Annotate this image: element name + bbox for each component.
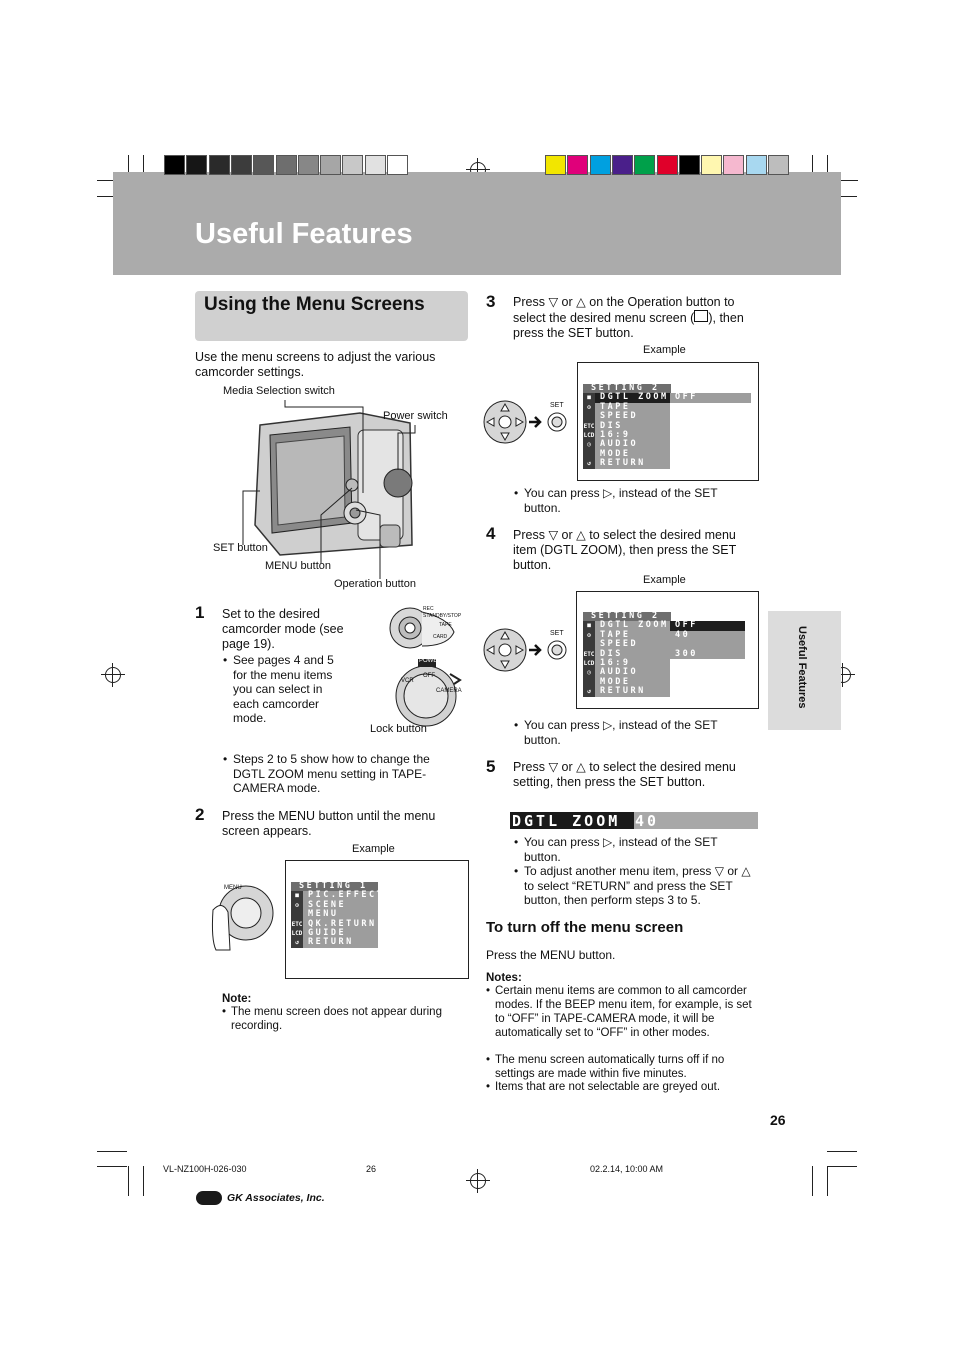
menu-item: AUDIO MODE [595, 440, 670, 459]
dgtl-zoom-bar-value: 40 [635, 812, 660, 830]
operation-button-label: Operation button [334, 578, 416, 590]
notes-title: Notes: [486, 972, 522, 984]
gk-logo-icon [196, 1191, 222, 1205]
section-title: Using the Menu Screens [204, 294, 425, 315]
up-triangle-icon: △ [576, 528, 586, 542]
step-3-bullet-marker: • [514, 486, 519, 500]
step-3-bullet: You can press ▷, instead of the SET button. [524, 486, 718, 515]
step-2-note: The menu screen does not appear during recording. [231, 1006, 442, 1032]
color-swatch [746, 155, 767, 175]
step-3-number: 3 [486, 292, 496, 311]
menu-item: DIS [595, 422, 670, 431]
registration-mark-bottom [470, 1173, 486, 1189]
turn-off-title: To turn off the menu screen [486, 919, 684, 936]
note-2-marker: • [486, 1054, 491, 1066]
dial-power-label: POWER [419, 658, 442, 664]
step-3-example-label: Example [643, 344, 686, 356]
return-icon: ↺ [583, 459, 595, 468]
gray-swatch [365, 155, 386, 175]
menu-button-label: MENU button [265, 560, 332, 572]
step-5-bullet1-marker: • [514, 835, 519, 849]
down-triangle-icon: ▽ [548, 760, 559, 774]
tape-icon: ⊙ [291, 901, 303, 920]
footer-date: 02.2.14, 10:00 AM [590, 1164, 664, 1174]
power-switch-label: Power switch [383, 410, 448, 422]
color-swatch [567, 155, 588, 175]
menu-item: SCENE MENU [303, 901, 378, 920]
option-selected: OFF [670, 621, 745, 630]
setting-2b-title: SETTING 2 [583, 612, 671, 621]
footer-page: 26 [366, 1164, 377, 1174]
tape-menu-icon [694, 310, 708, 322]
dgtl-zoom-bar-label-text: DGTL ZOOM [512, 812, 621, 830]
camera-icon: ■ [583, 393, 595, 402]
dial-card-label: CARD [433, 634, 448, 640]
step-2-note-title: Note: [222, 993, 252, 1005]
dial-rec2-label: STANDBY/STOP [423, 613, 462, 619]
menu-item: RETURN [303, 938, 378, 947]
color-swatch [768, 155, 789, 175]
step-4-operation-button-icon [483, 618, 573, 682]
option: 40 [670, 631, 745, 650]
menu-item: GUIDE [303, 929, 378, 938]
gray-swatch [276, 155, 297, 175]
up-triangle-icon: △ [576, 760, 586, 774]
color-swatch [634, 155, 655, 175]
tape-icon: ⊙ [583, 403, 595, 422]
step-4-bullet-marker: • [514, 718, 519, 732]
menu-item: RETURN [595, 687, 670, 696]
etc-icon: ETC [583, 422, 595, 430]
page-title: Useful Features [195, 218, 413, 250]
menu-item: AUDIO MODE [595, 668, 670, 687]
menu-item: 16:9 [595, 431, 670, 440]
menu-item: DIS [595, 650, 670, 659]
step-4-example-label: Example [643, 574, 686, 586]
gray-swatch [164, 155, 185, 175]
setting-1-title: SETTING 1 [291, 882, 378, 891]
color-swatch [612, 155, 633, 175]
note-2: The menu screen automatically turns off if no settings are made within five minutes. [495, 1054, 725, 1080]
setting-1-menu [291, 881, 385, 948]
note-3-marker: • [486, 1081, 491, 1093]
step-5-bullet2: To adjust another menu item, press ▽ or △ to select “RETURN” and press the SET button, then perform steps 3 to 5. [524, 864, 751, 907]
step-3-text-end: ), then press the SET button. [513, 311, 744, 340]
note-1: Certain menu items are common to all camcorder modes. If the BEEP menu item, for example, is set to “OFF” in TAPE-CAMERA mode, it will be automatically set to “OFF” in other modes. [495, 985, 752, 1039]
dial-vcr-label: VCR [401, 678, 414, 684]
etc-icon: ETC [291, 920, 303, 928]
step-4-or: or [561, 528, 573, 542]
option: 300 [670, 650, 745, 659]
media-switch-label: Media Selection switch [223, 385, 335, 397]
step-4-bullet: You can press ▷, instead of the SET button. [524, 718, 718, 747]
lcd-icon: LCD [291, 930, 303, 938]
step-2-text: Press the MENU button until the menu screen appears. [222, 809, 436, 838]
color-swatch [679, 155, 700, 175]
step-3-text-mid: on the Operation button to select the desired menu screen ( [513, 295, 735, 325]
step-5-text-rest: to select the desired menu setting, then press the SET button. [513, 760, 736, 789]
step-2-note-marker: • [222, 1006, 227, 1018]
step-1-bullet-marker: • [223, 653, 228, 667]
step-5-or: or [561, 760, 573, 774]
down-triangle-icon: ▽ [548, 528, 559, 542]
step-4-text-rest: to select the desired menu item (DGTL ZOOM), then press the SET button. [513, 528, 736, 572]
setting-2-options-menu [583, 612, 745, 697]
dial-rec-label: REC [423, 606, 434, 612]
step-1-bullet: See pages 4 and 5 for the menu items you can select in each camcorder mode. [233, 653, 334, 725]
step-5-bullet1: You can press ▷, instead of the SET button. [524, 835, 718, 864]
step-2-number: 2 [195, 805, 205, 824]
set-button-label: SET button [213, 542, 268, 554]
etc-icon: ETC [583, 650, 595, 658]
step-5-press: Press [513, 760, 545, 774]
color-swatch [545, 155, 566, 175]
clock-icon: ◷ [583, 668, 595, 687]
menu-item: TAPE SPEED [595, 403, 670, 422]
menu-item: RETURN [595, 459, 670, 468]
step-3-or: or [561, 295, 573, 309]
menu-item: PIC.EFFECT [303, 891, 378, 900]
note-1-marker: • [486, 985, 491, 997]
lcd-icon: LCD [583, 660, 595, 668]
step-1-number: 1 [195, 603, 205, 622]
registration-mark-left [105, 667, 121, 683]
note-3: Items that are not selectable are greyed out. [495, 1081, 721, 1093]
footer-file: VL-NZ100H-026-030 [163, 1164, 247, 1174]
step-3-set-label: SET [550, 402, 564, 409]
gray-swatch [387, 155, 408, 175]
menu-item: DGTL ZOOM [595, 621, 670, 630]
step-1-bullet2: Steps 2 to 5 show how to change the DGTL ZOOM menu setting in TAPE-CAMERA mode. [233, 752, 430, 795]
gray-swatch [186, 155, 207, 175]
menu-button-hand-icon [208, 870, 278, 955]
gray-swatch [209, 155, 230, 175]
step-4-set-label: SET [550, 630, 564, 637]
return-icon: ↺ [291, 938, 303, 947]
color-swatch [590, 155, 611, 175]
intro-text: Use the menu screens to adjust the various camcorder settings. [195, 350, 436, 379]
up-triangle-icon: △ [576, 295, 586, 309]
lock-button-label: Lock button [370, 723, 427, 735]
step-4-press: Press [513, 528, 545, 542]
page-number: 26 [770, 1112, 786, 1128]
gray-swatch [231, 155, 252, 175]
lcd-icon: LCD [583, 432, 595, 440]
return-icon: ↺ [583, 687, 595, 696]
step-1-bullet2-marker: • [223, 752, 228, 766]
down-triangle-icon: ▽ [548, 295, 559, 309]
step-5-number: 5 [486, 757, 496, 776]
step-4-text [513, 528, 758, 573]
turn-off-text: Press the MENU button. [486, 948, 616, 962]
menu-item: TAPE SPEED [595, 631, 670, 650]
dial-tape-label: TAPE [439, 622, 452, 628]
step-2-example-label: Example [352, 843, 395, 855]
menu-item-selected: DGTL ZOOM [595, 393, 670, 402]
menu-item: 16:9 [595, 659, 670, 668]
dial-camera-label: CAMERA [436, 688, 462, 694]
gray-swatch [253, 155, 274, 175]
step-4-number: 4 [486, 524, 496, 543]
menu-dial-label: MENU [224, 885, 242, 891]
setting-2-title: SETTING 2 [583, 384, 671, 393]
dial-off-label: OFF [423, 673, 435, 679]
footer-company: GK Associates, Inc. [227, 1192, 325, 1204]
camera-icon: ■ [291, 891, 303, 900]
camera-icon: ■ [583, 621, 595, 630]
step-5-bullet2-marker: • [514, 864, 519, 878]
side-tab-label: Useful Features [796, 626, 808, 709]
clock-icon: ◷ [583, 440, 595, 459]
step-3-press: Press [513, 295, 545, 309]
tape-icon: ⊙ [583, 631, 595, 650]
menu-item: QK.RETURN [303, 920, 378, 929]
color-swatch [657, 155, 678, 175]
step-3-text [513, 295, 758, 341]
camcorder-callout-lines [200, 395, 460, 585]
gray-swatch [320, 155, 341, 175]
gray-swatch [298, 155, 319, 175]
step-5-text [513, 760, 758, 790]
setting-2-menu [583, 384, 751, 469]
dgtl-zoom-value: OFF [670, 393, 751, 402]
step-3-operation-button-icon [483, 390, 573, 454]
color-swatch [701, 155, 722, 175]
color-swatch [723, 155, 744, 175]
gray-swatch [342, 155, 363, 175]
step-1-text: Set to the desired camcorder mode (see page 19). [222, 607, 344, 651]
